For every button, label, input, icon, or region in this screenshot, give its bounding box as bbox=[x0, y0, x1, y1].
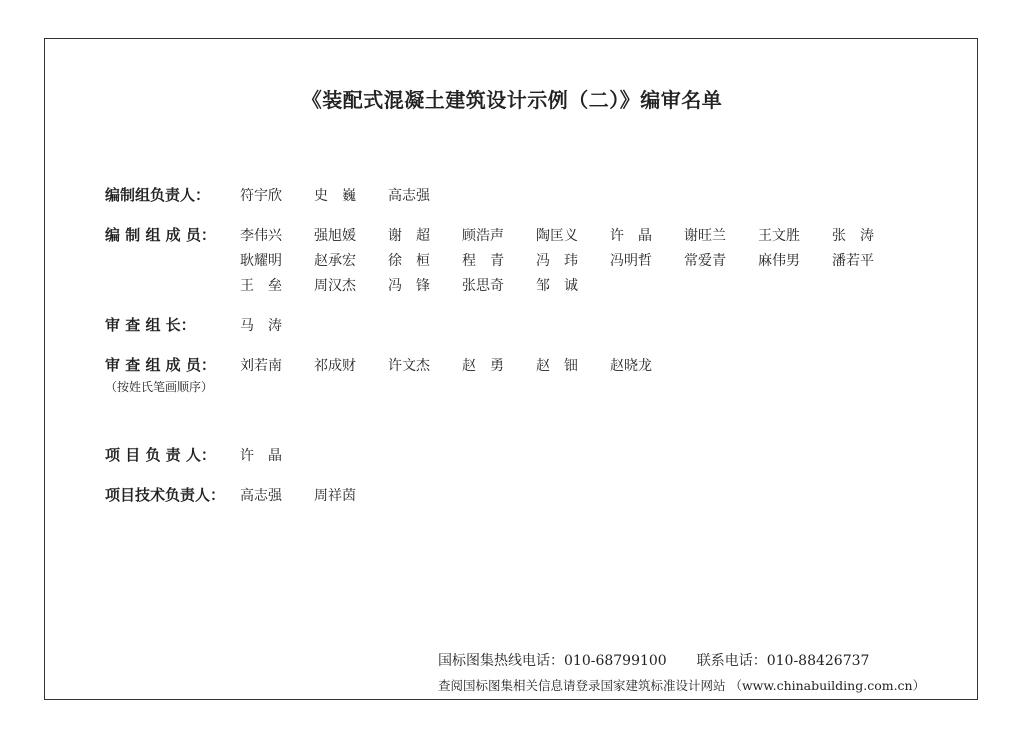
editing-member-name: 程 青 bbox=[462, 253, 504, 269]
editing-member-name: 冯明哲 bbox=[610, 253, 652, 269]
tech-lead-label: 项目技术负责人： bbox=[105, 486, 226, 504]
project-lead-label: 项 目 负 责 人： bbox=[105, 446, 216, 464]
footer-website: 查阅国标图集相关信息请登录国家建筑标准设计网站 （www.chinabuilding.com.cn） bbox=[438, 678, 926, 693]
editing-member-name: 谢旺兰 bbox=[684, 228, 726, 244]
review-lead-label: 审 查 组 长： bbox=[105, 316, 196, 334]
editing-lead-name: 高志强 bbox=[388, 188, 430, 204]
project-lead-name: 许 晶 bbox=[240, 448, 282, 464]
editing-member-name: 冯 玮 bbox=[536, 253, 578, 269]
editing-member-name: 顾浩声 bbox=[462, 228, 504, 244]
editing-member-name: 许 晶 bbox=[610, 228, 652, 244]
footer-phones bbox=[438, 650, 869, 670]
editing-member-name: 李伟兴 bbox=[240, 228, 282, 244]
editing-member-name: 强旭媛 bbox=[314, 228, 356, 244]
editing-member-name: 耿耀明 bbox=[240, 253, 282, 269]
contact-phone-text: 联系电话：010-88426737 bbox=[696, 653, 870, 669]
review-member-name: 许文杰 bbox=[388, 358, 430, 374]
review-members-label: 审 查 组 成 员： bbox=[105, 356, 216, 374]
editing-member-name: 邹 诚 bbox=[536, 278, 578, 294]
editing-member-name: 谢 超 bbox=[388, 228, 430, 244]
editing-members-label: 编 制 组 成 员： bbox=[105, 226, 216, 244]
review-member-name: 赵 钿 bbox=[536, 358, 578, 374]
editing-member-name: 徐 桓 bbox=[388, 253, 430, 269]
review-member-name: 祁成财 bbox=[314, 358, 356, 374]
editing-member-name: 张思奇 bbox=[462, 278, 504, 294]
editing-member-name: 常爱青 bbox=[684, 253, 726, 269]
tech-lead-name: 周祥茵 bbox=[314, 488, 356, 504]
review-member-name: 赵 勇 bbox=[462, 358, 504, 374]
editing-member-name: 周汉杰 bbox=[314, 278, 356, 294]
review-member-name: 赵晓龙 bbox=[610, 358, 652, 374]
editing-member-name: 王 垒 bbox=[240, 278, 282, 294]
page-title: 《装配式混凝土建筑设计示例（二）》编审名单 bbox=[301, 88, 723, 112]
editing-lead-name: 史 巍 bbox=[314, 188, 356, 204]
editing-member-name: 冯 锋 bbox=[388, 278, 430, 294]
editing-member-name: 麻伟男 bbox=[758, 253, 800, 269]
editing-member-name: 张 涛 bbox=[832, 228, 874, 244]
review-members-note: （按姓氏笔画顺序） bbox=[105, 380, 214, 394]
review-lead-name: 马 涛 bbox=[240, 318, 282, 334]
editing-lead-name: 符宇欣 bbox=[240, 188, 282, 204]
tech-lead-name: 高志强 bbox=[240, 488, 282, 504]
editing-member-name: 潘若平 bbox=[832, 253, 874, 269]
review-member-name: 刘若南 bbox=[240, 358, 282, 374]
hotline-text: 国标图集热线电话：010-68799100 bbox=[438, 653, 667, 669]
editing-member-name: 王文胜 bbox=[758, 228, 800, 244]
editing-lead-label: 编制组负责人： bbox=[105, 186, 211, 204]
editing-member-name: 陶匡义 bbox=[536, 228, 578, 244]
editing-member-name: 赵承宏 bbox=[314, 253, 356, 269]
